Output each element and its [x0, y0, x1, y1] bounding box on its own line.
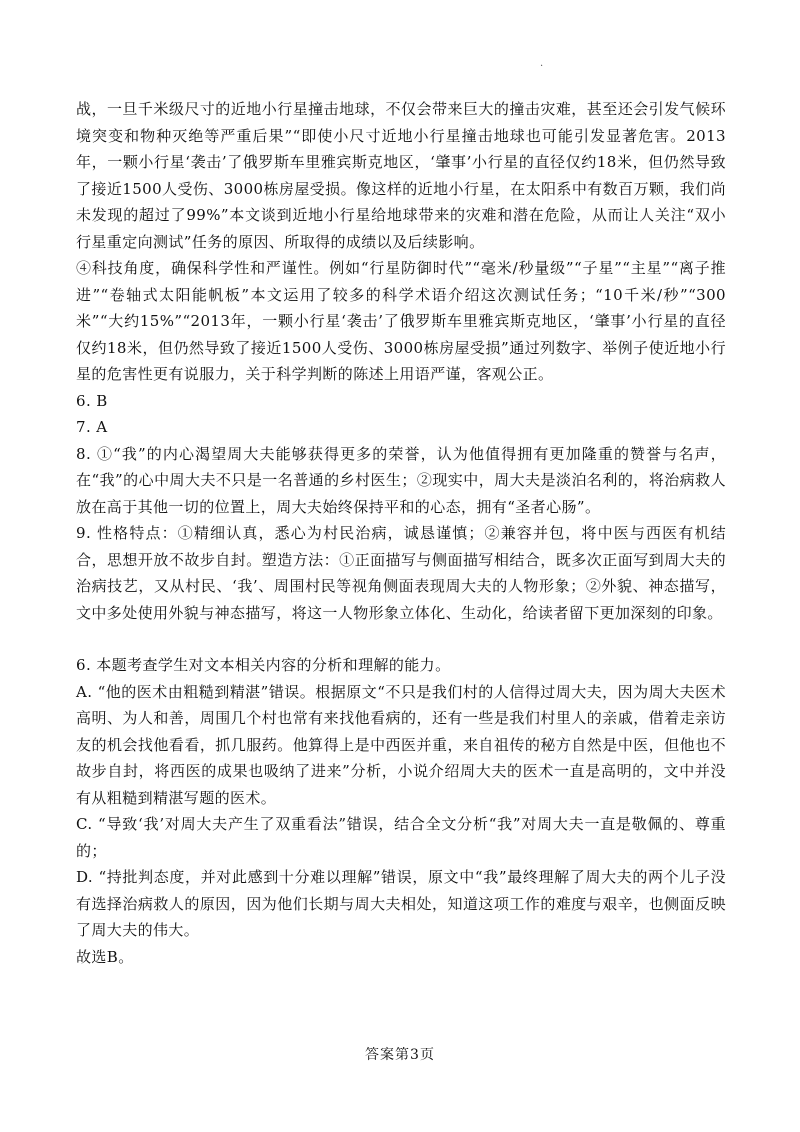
- paragraph-science-angle: ④科技角度，确保科学性和严谨性。例如“行星防御时代”“毫米/秒量级”“子星”“主星”“离子推进”“卷轴式太阳能帆板”本文运用了较多的科学术语介绍这次测试任务；“10千米/秒”“300米”“大约15%”“2013年，一颗小行星‘袭击’了俄罗斯车里雅宾斯克地区，‘肇事’小行星的直径仅约18米，但仍然导致了接近1500人受伤、3000栋房屋受损”通过列数字、举例子使近地小行星的危害性更有说服力，关于科学判断的陈述上用语严谨，客观公正。: [76, 259, 726, 383]
- answer-7: 7. A: [76, 418, 108, 436]
- explanation-option-c: C. “导致‘我’对周大夫产生了双重看法”错误，结合全文分析“我”对周大夫一直是敬佩的、尊重的；: [76, 815, 726, 860]
- explanation-conclusion: 故选B。: [76, 947, 134, 966]
- explanation-option-d: D. “持批判态度，并对此感到十分难以理解”错误，原文中“我”最终理解了周大夫的两个儿子没有选择治病救人的原因，因为他们长期与周大夫相处，知道这项工作的难度与艰辛，也侧面反映了周大夫的伟大。: [76, 868, 726, 939]
- answer-8: 8. ①“我”的内心渴望周大夫能够获得更多的荣誉，认为他值得拥有更加隆重的赞誉与名声，在“我”的心中周大夫不只是一名普通的乡村医生；②现实中，周大夫是淡泊名利的，将治病救人放在高于其他一切的位置上，周大夫始终保持平和的心态，拥有“圣者心肠”。: [76, 444, 726, 516]
- explanation-6-intro: 6. 本题考查学生对文本相关内容的分析和理解的能力。: [76, 656, 451, 674]
- answer-9: 9. 性格特点：①精细认真，悉心为村民治病，诚恳谨慎；②兼容并包，将中医与西医有机结合，思想开放不故步自封。塑造方法：①正面描写与侧面描写相结合，既多次正面写到周大夫的治病技艺，又从村民、‘我’、周围村民等视角侧面表现周大夫的人物形象；②外貌、神态描写，文中多处使用外貌与神态描写，将这一人物形象立体化、生动化，给读者留下更加深刻的印象。: [76, 524, 726, 622]
- explanation-option-a: A. “他的医术由粗糙到精湛”错误。根据原文“不只是我们村的人信得过周大夫，因为周大夫医术高明、为人和善，周围几个村也常有来找他看病的，还有一些是我们村里人的亲戚，借着走亲访友的机会找他看看，抓几服药。他算得上是中西医并重，来自祖传的秘方自然是中医，但他也不故步自封，将西医的成果也吸纳了进来”分析，小说介绍周大夫的医术一直是高明的，文中并没有从粗糙到精湛写题的医术。: [76, 682, 726, 807]
- page-footer: 答案第3页: [365, 1047, 435, 1063]
- answer-content: [76, 96, 726, 970]
- section-gap: [76, 626, 726, 652]
- answer-6: 6. B: [76, 391, 108, 410]
- paragraph-asteroid-danger: 战，一旦千米级尺寸的近地小行星撞击地球，不仅会带来巨大的撞击灾难，甚至还会引发气候环境突变和物种灭绝等严重后果”“即使小尺寸近地小行星撞击地球也可能引发显著危害。2013年，一颗小行星‘袭击’了俄罗斯车里雅宾斯克地区，‘肇事’小行星的直径仅约18米，但仍然导致了接近1500人受伤、3000栋房屋受损。像这样的近地小行星，在太阳系中有数百万颗，我们尚未发现的超过了99%”本文谈到近地小行星给地球带来的灾难和潜在危险，从而让人关注“双小行星重定向测试”任务的原因、所取得的成绩以及后续影响。: [76, 100, 726, 251]
- header-mark: .: [540, 58, 544, 69]
